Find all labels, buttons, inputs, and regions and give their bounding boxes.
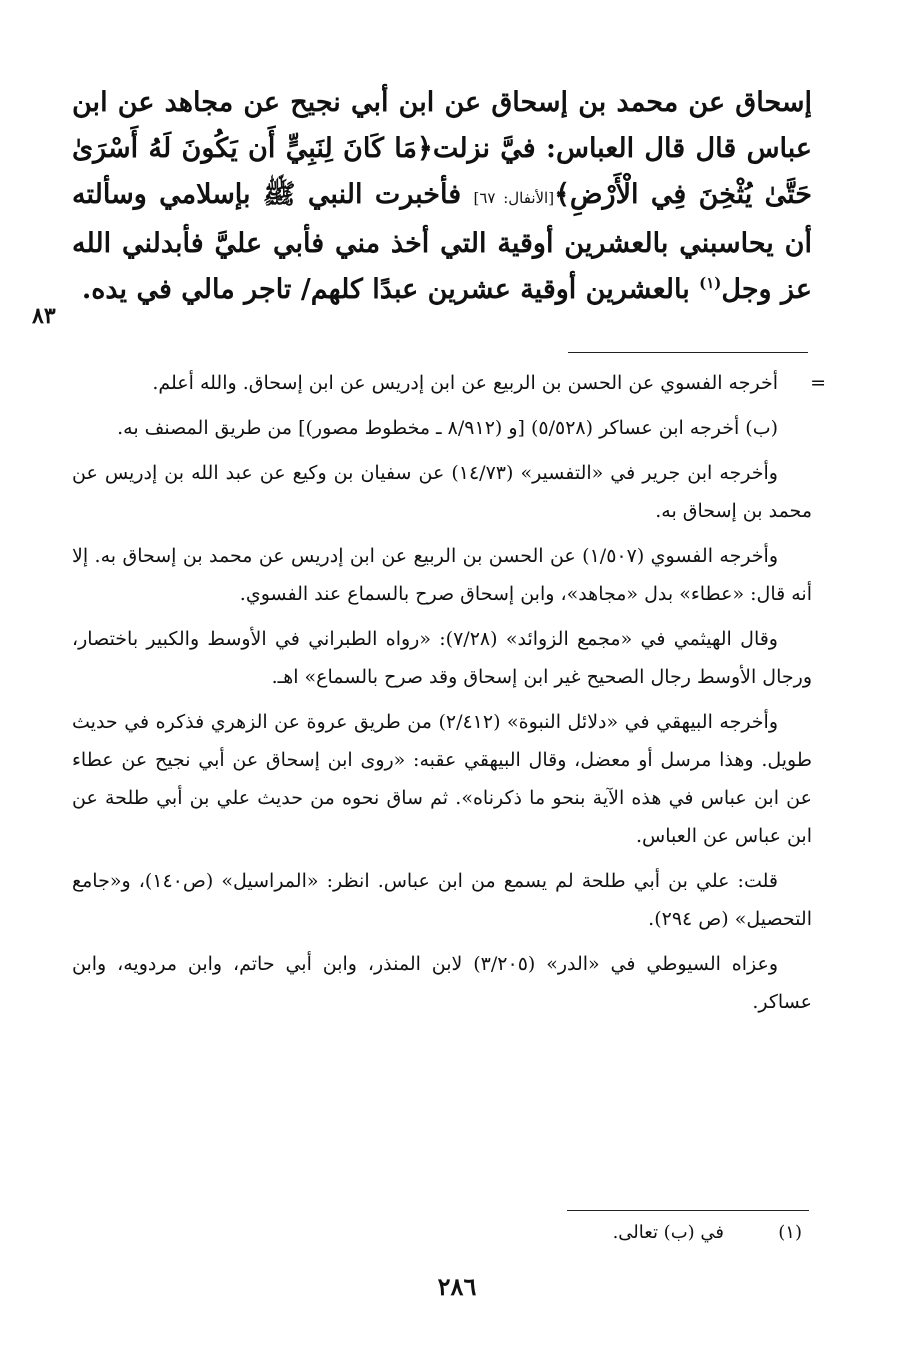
footnote-reference: (١) <box>699 274 722 292</box>
footnote-paragraph: (ب) أخرجه ابن عساكر (٥/٥٢٨) [و (٨/٩١٢ ـ مخطوط مصور)] من طريق المصنف به. <box>117 417 778 439</box>
main-text <box>72 80 812 313</box>
main-paragraph <box>72 80 812 313</box>
continuation-mark: = <box>810 372 826 394</box>
quran-verse: ﴿مَا كَانَ لِنَبِيٍّ أَن يَكُونَ لَهُ أَسْرَىٰ حَتَّىٰ يُثْخِنَ فِي الْأَرْضِ﴾ <box>72 133 812 210</box>
verse-citation: [الأنفال: ٦٧] <box>473 189 555 207</box>
main-text-part2: فأخبرت النبي ﷺ بإسلامي وسألته أن يحاسبني بالعشرين أوقية التي أخذ مني فأبي عليَّ فأبدلني الله عز وجل <box>72 179 812 305</box>
page-number: ٢٨٦ <box>437 1272 477 1301</box>
main-text-part1: إسحاق عن محمد بن إسحاق عن ابن أبي نجيح عن مجاهد عن ابن عباس قال قال العباس: فيَّ نزلت <box>72 87 813 164</box>
note-separator <box>567 1210 809 1211</box>
footnote-separator <box>568 352 808 353</box>
margin-page-number: ٨٣ <box>32 303 56 329</box>
editor-note <box>613 1218 802 1248</box>
footnote-paragraph: وأخرجه الفسوي (١/٥٠٧) عن الحسن بن الربيع عن ابن إدريس عن محمد بن إسحاق به. إلا أنه قال: «عطاء» بدل «مجاهد»، وابن إسحاق صرح بالسماع عند الفسوي. <box>72 545 812 605</box>
footnote-paragraph: وأخرجه ابن جرير في «التفسير» (١٤/٧٣) عن سفيان بن وكيع عن عبد الله بن إدريس عن محمد بن إسحاق به. <box>72 462 812 522</box>
footnote-paragraph <box>72 364 826 402</box>
editor-note-number: (١) <box>778 1222 802 1243</box>
footnote-paragraph: قلت: علي بن أبي طلحة لم يسمع من ابن عباس. انظر: «المراسيل» (ص١٤٠)، و«جامع التحصيل» (ص ٢٩٤). <box>72 870 812 930</box>
footnote-paragraph: وقال الهيثمي في «مجمع الزوائد» (٧/٢٨): «رواه الطبراني في الأوسط والكبير باختصار، ورجال الأوسط رجال الصحيح غير ابن إسحاق وقد صرح بالسماع» اهـ. <box>72 628 812 688</box>
footnotes-section <box>72 364 826 1028</box>
footnote-paragraph: وأخرجه البيهقي في «دلائل النبوة» (٢/٤١٢) من طريق عروة عن الزهري فذكره في حديث طويل. وهذا مرسل أو معضل، وقال البيهقي عقبه: «روى ابن إسحاق عن أبي نجيح عن عطاء عن ابن عباس في هذه الآية بنحو ما ذكرناه». ثم ساق نحوه من حديث علي بن أبي طلحة عن ابن عباس عن العباس. <box>72 711 812 847</box>
main-text-part3: بالعشرين أوقية عشرين عبدًا كلهم/ تاجر مالي في يده. <box>81 274 700 305</box>
footnote-paragraph: وعزاه السيوطي في «الدر» (٣/٢٠٥) لابن المنذر، وابن أبي حاتم، وابن مردويه، وابن عساكر. <box>72 953 812 1013</box>
editor-note-text: في (ب) تعالى. <box>612 1222 724 1243</box>
footnote-paragraph-text: أخرجه الفسوي عن الحسن بن الربيع عن ابن إدريس عن ابن إسحاق. والله أعلم. <box>152 372 778 394</box>
